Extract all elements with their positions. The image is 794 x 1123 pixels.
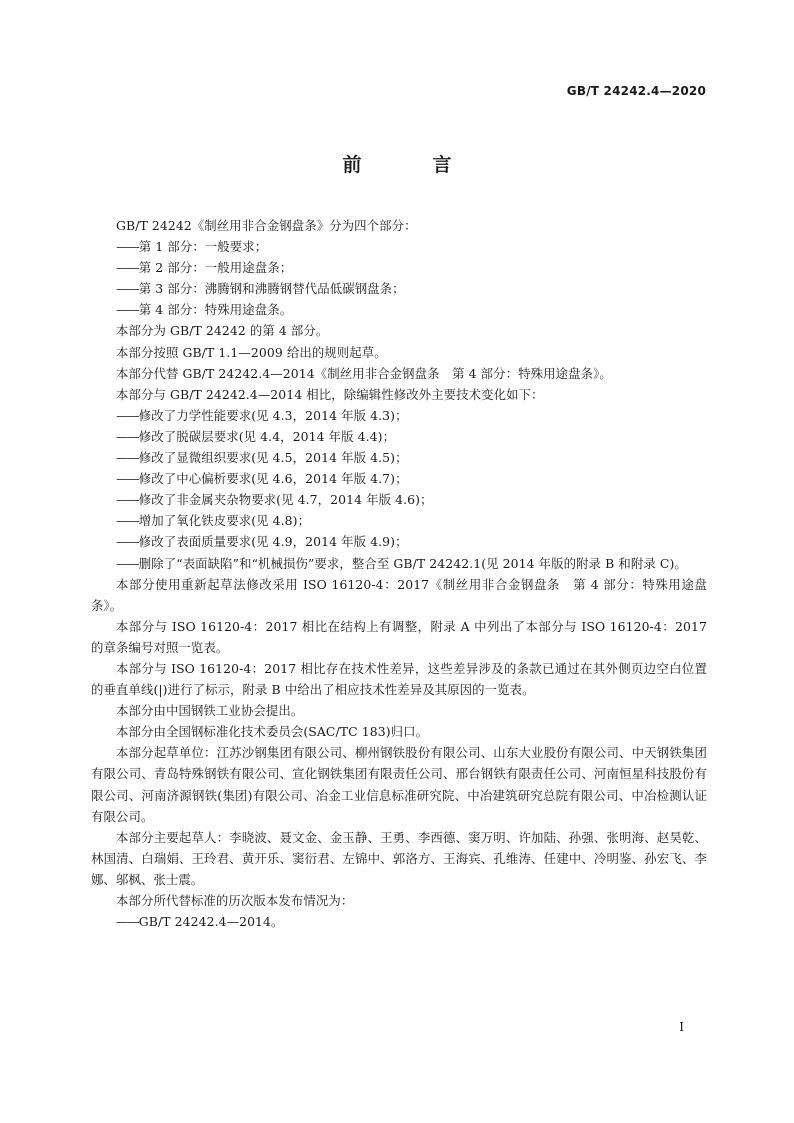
dash-list-item [91,911,707,932]
dash-list-item [91,257,707,278]
paragraph: 本部分所代替标准的历次版本发布情况为： [116,893,354,908]
page-title: 前 言 [342,154,478,176]
paragraph: GB/T 24242《制丝用非合金钢盘条》分为四个部分： [116,218,417,233]
paragraph: 本部分与 GB/T 24242.4—2014 相比，除编辑性修改外主要技术变化如下： [116,386,544,402]
list-item-text: 第 1 部分：一般要求； [138,239,268,255]
list-item-text: 删除了“表面缺陷”和“机械损伤”要求，整合至 GB/T 24242.1(见 2014 年版的附录 B 和附录 C)。 [138,555,687,571]
page-number: I [679,1020,684,1034]
list-item-text: 第 4 部分：特殊用途盘条。 [138,302,293,318]
paragraph: 本部分主要起草人：李晓波、聂文金、金玉静、王勇、李西德、窦万明、许加陆、孙强、张明海、赵昊乾、林国清、白瑞娟、王玲君、黄开乐、窦衍君、左锦中、郭洛方、王海宾、孔维涛、任建中、冷明鉴、孙宏飞、李娜、邬枫、张士震。 [91,829,707,887]
dash-list-item [91,510,707,531]
dash-list-item [91,468,707,489]
dash-list-item [91,426,707,447]
dash-list-item [91,489,707,510]
list-item-text: 修改了中心偏析要求(见 4.6，2014 年版 4.7)； [138,471,408,487]
list-item-text: 修改了显微组织要求(见 4.5，2014 年版 4.5)； [138,450,408,466]
paragraph: 本部分起草单位：江苏沙钢集团有限公司、柳州钢铁股份有限公司、山东大业股份有限公司、中天钢铁集团有限公司、青岛特殊钢铁有限公司、宣化钢铁集团有限责任公司、邢台钢铁有限责任公司、河南恒星科技股份有限公司、河南济源钢铁(集团)有限公司、冶金工业信息标准研究院、中冶建筑研究总院有限公司、中冶检测认证有限公司。 [91,745,707,824]
list-dash: —— [116,555,139,571]
list-dash: —— [116,914,139,930]
list-item-text: 修改了脱碳层要求(见 4.4，2014 年版 4.4)； [138,428,396,444]
list-item-text: 修改了非金属夹杂物要求(见 4.7，2014 年版 4.6)； [138,492,433,508]
list-dash: —— [116,534,139,550]
paragraph: 本部分与 ISO 16120-4：2017 相比存在技术性差异，这些差异涉及的条款已通过在其外侧页边空白位置的垂直单线(|)进行了标示，附录 B 中给出了相应技术性差异及其原因的一览表。 [91,660,707,698]
list-dash: —— [116,302,139,318]
list-item-text: GB/T 24242.4—2014。 [138,914,284,930]
list-dash: —— [116,450,139,466]
paragraph: 本部分为 GB/T 24242 的第 4 部分。 [116,323,329,339]
dash-list-item [91,447,707,468]
dash-list-item [91,531,707,552]
list-dash: —— [116,428,139,444]
paragraph: 本部分由全国钢标准化技术委员会(SAC/TC 183)归口。 [116,724,429,740]
list-dash: —— [116,407,139,423]
dash-list-item [91,278,707,299]
dash-list-item [91,405,707,426]
list-item-text: 修改了表面质量要求(见 4.9，2014 年版 4.9)； [138,534,408,550]
list-dash: —— [116,260,139,276]
list-dash: —— [116,281,139,297]
list-dash: —— [116,239,139,255]
list-dash: —— [116,492,139,508]
list-item-text: 增加了氧化铁皮要求(见 4.8)； [138,513,311,529]
list-item-text: 第 2 部分：一般用途盘条； [138,260,293,276]
paragraph: 本部分由中国钢铁工业协会提出。 [116,703,304,719]
list-item-text: 修改了力学性能要求(见 4.3，2014 年版 4.3)； [138,407,408,423]
paragraph: 本部分按照 GB/T 1.1—2009 给出的规则起草。 [116,344,387,360]
foreword-body [91,215,707,932]
paragraph: 本部分使用重新起草法修改采用 ISO 16120-4：2017《制丝用非合金钢盘条 第 4 部分：特殊用途盘条》。 [91,576,707,613]
paragraph: 本部分与 ISO 16120-4：2017 相比在结构上有调整，附录 A 中列出了本部分与 ISO 16120-4：2017 的章条编号对照一览表。 [91,618,707,655]
standard-code: GB/T 24242.4—2020 [566,84,706,98]
paragraph: 本部分代替 GB/T 24242.4—2014《制丝用非合金钢盘条 第 4 部分：特殊用途盘条》。 [116,365,612,381]
dash-list-item [91,299,707,320]
list-dash: —— [116,471,139,487]
list-item-text: 第 3 部分：沸腾钢和沸腾钢替代品低碳钢盘条； [138,281,405,297]
dash-list-item [91,236,707,257]
dash-list-item [91,553,707,574]
list-dash: —— [116,513,139,529]
